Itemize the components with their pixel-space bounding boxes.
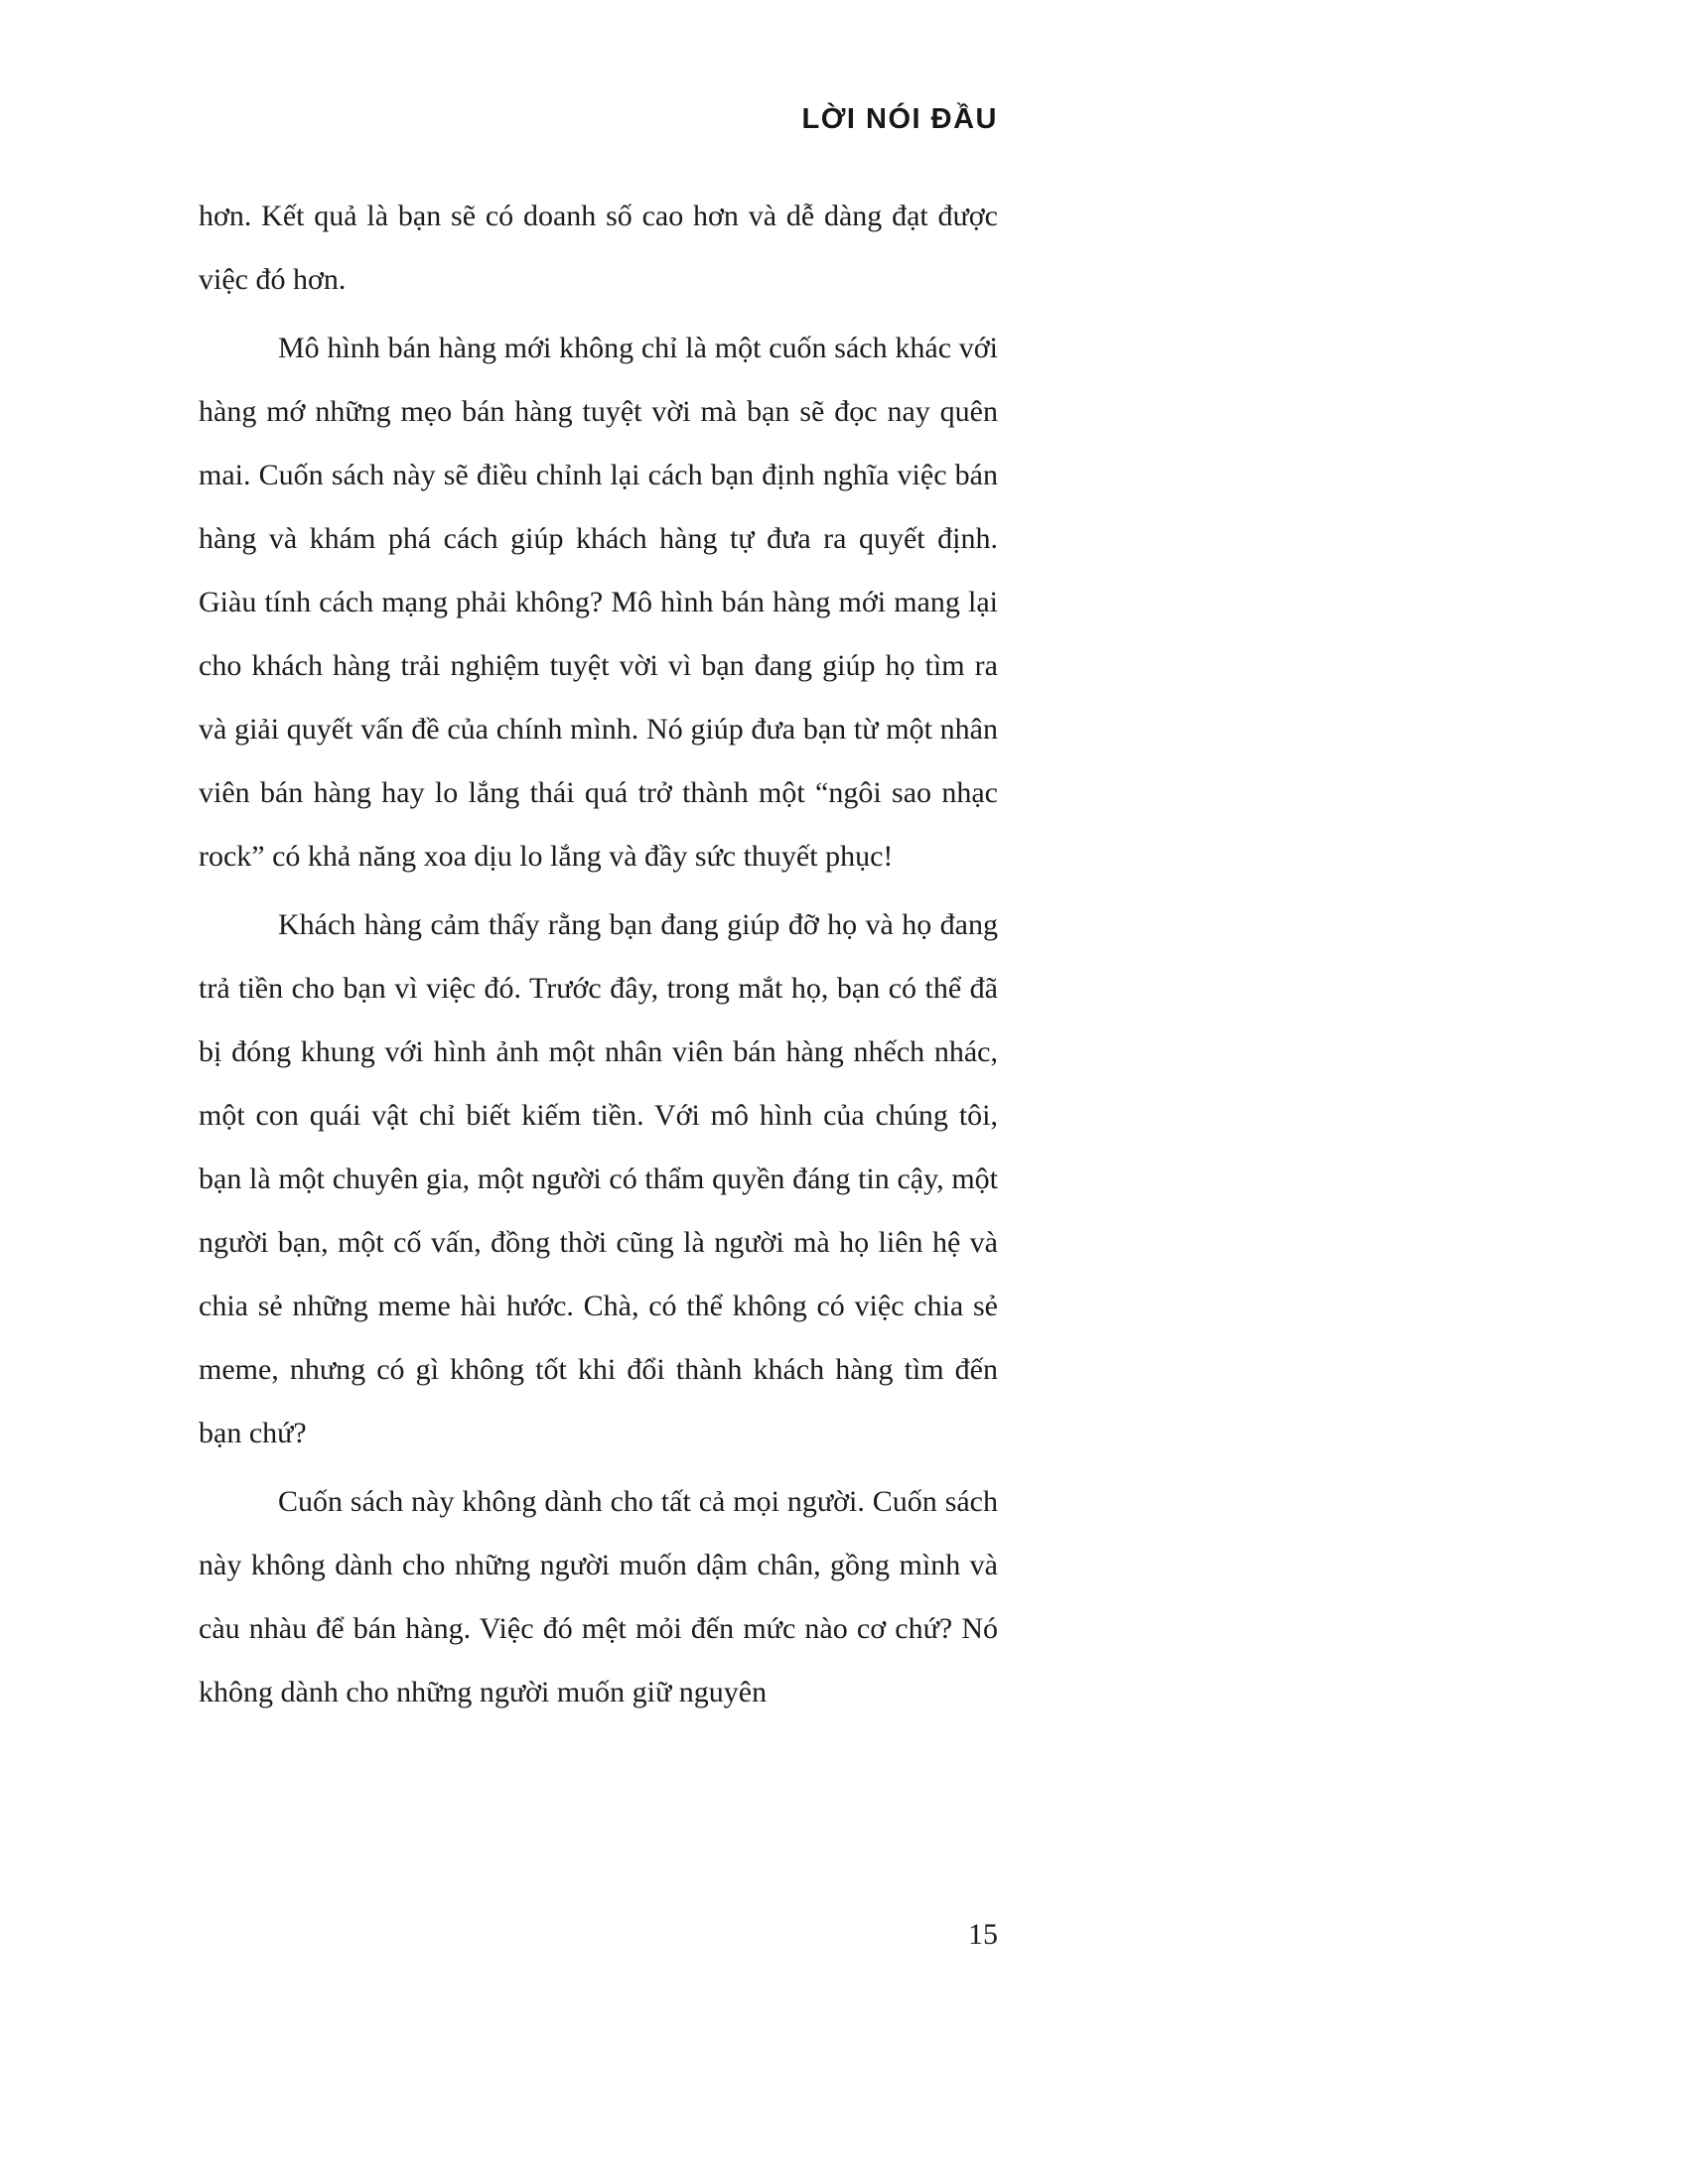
paragraph: Khách hàng cảm thấy rằng bạn đang giúp đỡ họ và họ đang trả tiền cho bạn vì việc đó. Trước đây, trong mắt họ, bạn có thể đã bị đóng khung với hình ảnh một nhân viên bán hàng nhếch nhác, một con quái vật chỉ biết kiếm tiền. Với mô hình của chúng tôi, bạn là một chuyên gia, một người có thẩm quyền đáng tin cậy, một người bạn, một cố vấn, đồng thời cũng là người mà họ liên hệ và chia sẻ những meme hài hước. Chà, có thể không có việc chia sẻ meme, nhưng có gì không tốt khi đổi thành khách hàng tìm đến bạn chứ? xyxy=(199,908,998,1449)
content-column xyxy=(199,99,998,1729)
paragraph: Mô hình bán hàng mới không chỉ là một cuốn sách khác với hàng mớ những mẹo bán hàng tuyệt vời mà bạn sẽ đọc nay quên mai. Cuốn sách này sẽ điều chỉnh lại cách bạn định nghĩa việc bán hàng và khám phá cách giúp khách hàng tự đưa ra quyết định. Giàu tính cách mạng phải không? Mô hình bán hàng mới mang lại cho khách hàng trải nghiệm tuyệt vời vì bạn đang giúp họ tìm ra và giải quyết vấn đề của chính mình. Nó giúp đưa bạn từ một nhân viên bán hàng hay lo lắng thái quá trở thành một “ngôi sao nhạc rock” có khả năng xoa dịu lo lắng và đầy sức thuyết phục! xyxy=(199,332,998,873)
page-number: 15 xyxy=(968,1918,998,1951)
body-text xyxy=(199,185,998,1724)
paragraph: hơn. Kết quả là bạn sẽ có doanh số cao hơn và dễ dàng đạt được việc đó hơn. xyxy=(199,200,998,296)
paragraph: Cuốn sách này không dành cho tất cả mọi người. Cuốn sách này không dành cho những người muốn dậm chân, gồng mình và càu nhàu để bán hàng. Việc đó mệt mỏi đến mức nào cơ chứ? Nó không dành cho những người muốn giữ nguyên xyxy=(199,1485,998,1708)
running-header: LỜI NÓI ĐẦU xyxy=(801,103,998,135)
